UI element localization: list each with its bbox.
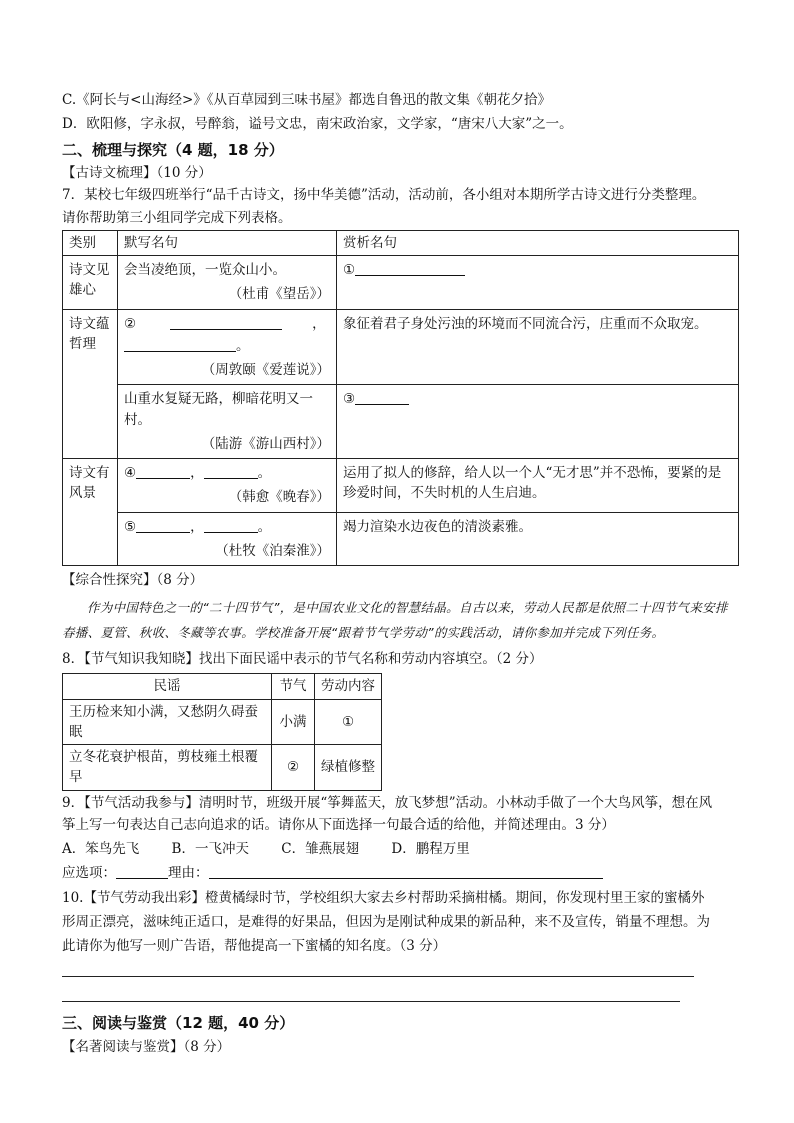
recite-text: 会当凌绝顶，一览众山小。 <box>124 262 286 278</box>
q9-option-a[interactable]: A．笨鸟先飞 <box>62 841 140 857</box>
category-scenery: 诗文有风景 <box>63 459 118 566</box>
q7-line2: 请你帮助第三小组同学完成下列表格。 <box>62 209 292 226</box>
blank-number: ④ <box>124 465 137 481</box>
answer-blank[interactable] <box>204 464 258 479</box>
punct: ， <box>312 315 326 332</box>
attribution: （陆游《游山西村》） <box>201 435 330 452</box>
answer-blank[interactable] <box>204 518 258 533</box>
reason-label: 理由： <box>168 865 209 882</box>
attribution: （韩愈《晚春》） <box>228 489 330 506</box>
table-row <box>63 385 739 459</box>
punct: 。 <box>257 518 272 535</box>
q10-line3: 此请你为他写一则广告语，帮他提高一下蜜橘的知名度。（3 分） <box>62 938 447 954</box>
q9-option-d[interactable]: D．鹏程万里 <box>391 841 470 857</box>
q8: 8．【节气知识我知晓】找出下面民谣中表示的节气名称和劳动内容填空。（2 分） <box>62 651 543 667</box>
header-ballad: 民谣 <box>63 674 272 699</box>
blank-number: ③ <box>343 391 356 408</box>
solar-term-table <box>62 673 382 790</box>
q10-line1: 10.【节气劳动我出彩】橙黄橘绿时节，学校组织大家去乡村帮助采摘柑橘。期间，你发现村里王家的蜜橘外 <box>62 889 705 906</box>
term-text: 小满 <box>272 699 315 745</box>
q9-answer-row <box>62 863 738 883</box>
attribution: （杜甫《望岳》） <box>228 286 330 303</box>
table-row <box>63 745 382 791</box>
ballad-text: 立冬花衰护根苗，剪枝雍土根覆早 <box>63 745 272 791</box>
answer-blank[interactable] <box>136 464 190 479</box>
appreciation-text: 象征着君子身处污浊的环境而不同流合污，庄重而不众取宠。 <box>337 309 739 385</box>
punct: 。 <box>257 465 272 481</box>
punct: ， <box>190 518 204 535</box>
appreciation-text: 运用了拟人的修辞，给人以一个人“无才思”并不恐怖，要紧的是珍爱时间，不失时机的人生启迪。 <box>337 459 739 513</box>
option-c: C.《阿长与<山海经>》《从百草园到三味书屋》都选自鲁迅的散文集《朝花夕拾》 <box>62 92 552 108</box>
q9-line2: 筝上写一句表达自己志向追求的话。请你从下面选择一句最合适的给他，并简述理由。3 分） <box>62 816 615 833</box>
tag-comprehensive: 【综合性探究】（8 分） <box>62 572 204 588</box>
term-blank[interactable]: ② <box>272 745 315 791</box>
q9-options <box>62 839 738 859</box>
punct: 。 <box>236 337 250 354</box>
attribution: （杜牧《泊秦淮》） <box>215 542 330 559</box>
answer-blank[interactable] <box>170 315 282 330</box>
table-row <box>63 309 739 385</box>
exam-page <box>62 90 738 1059</box>
table-header-row <box>63 674 382 699</box>
answer-line[interactable] <box>62 976 694 977</box>
q10-line2: 形周正漂亮，滋味纯正适口，是难得的好果品，但因为是刚试种成果的新品种，来不及宣传，销量不理想。为 <box>62 913 710 930</box>
option-d: D．欧阳修，字永叔，号醉翁，谥号文忠，南宋政治家，文学家，“唐宋八大家”之一。 <box>62 116 573 133</box>
answer-blank[interactable] <box>355 261 465 276</box>
intro-paragraph: 作为中国特色之一的“二十四节气”，是中国农业文化的智慧结晶。自古以来，劳动人民都是依照二十四节气来安排春播、夏管、秋收、冬藏等农事。学校准备开展“跟着节气学劳动”的实践活动，请你参加并完成下列任务。 <box>62 600 728 640</box>
category-philosophy: 诗文蕴哲理 <box>63 309 118 459</box>
answer-blank[interactable] <box>124 337 236 352</box>
header-recite: 默写名句 <box>118 230 337 255</box>
blank-number: ① <box>343 262 356 278</box>
q9-option-c[interactable]: C．雏燕展翅 <box>281 841 360 857</box>
recite-text: 山重水复疑无路，柳暗花明又一村。 <box>124 391 313 428</box>
q7-line1: 7．某校七年级四班举行“品千古诗文，扬中华美德”活动，活动前，各小组对本期所学古诗文进行分类整理。 <box>62 187 706 204</box>
attribution: （周敦颐《爱莲说》） <box>201 362 330 378</box>
poetry-table <box>62 230 739 566</box>
table-row <box>63 512 739 566</box>
table-row <box>63 699 382 745</box>
blank-number: ② <box>124 315 137 332</box>
category-ambition: 诗文见雄心 <box>63 256 118 310</box>
choice-blank[interactable] <box>116 864 168 879</box>
answer-blank[interactable] <box>136 518 190 533</box>
table-row <box>63 256 739 310</box>
appreciation-text: 竭力渲染水边夜色的清淡素雅。 <box>337 512 739 566</box>
header-appreciate: 赏析名句 <box>337 230 739 255</box>
q9-line1: 9．【节气活动我参与】清明时节，班级开展“筝舞蓝天，放飞梦想”活动。小林动手做了一个大鸟风筝，想在风 <box>62 794 713 811</box>
blank-number: ⑤ <box>124 518 137 535</box>
reason-blank[interactable] <box>209 864 603 879</box>
answer-line[interactable] <box>62 1001 680 1002</box>
answer-blank[interactable] <box>355 390 409 405</box>
labor-text: 绿植修整 <box>315 745 382 791</box>
table-row <box>63 459 739 513</box>
header-labor: 劳动内容 <box>315 674 382 699</box>
q9-option-b[interactable]: B．一飞冲天 <box>171 841 249 857</box>
labor-blank[interactable]: ① <box>315 699 382 745</box>
tag-ancient-poetry: 【古诗文梳理】（10 分） <box>62 165 212 181</box>
section-3-title: 三、阅读与鉴赏（12 题，40 分） <box>62 1014 295 1033</box>
section-2-title: 二、梳理与探究（4 题，18 分） <box>62 140 284 159</box>
answer-label: 应选项： <box>62 865 116 882</box>
tag-classics-reading: 【名著阅读与鉴赏】（8 分） <box>62 1038 231 1055</box>
punct: ， <box>190 465 204 481</box>
ballad-text: 王历检来知小满，又愁阴久碍蚕眠 <box>63 699 272 745</box>
header-term: 节气 <box>272 674 315 699</box>
table-header-row <box>63 230 739 255</box>
header-category: 类别 <box>63 230 118 255</box>
